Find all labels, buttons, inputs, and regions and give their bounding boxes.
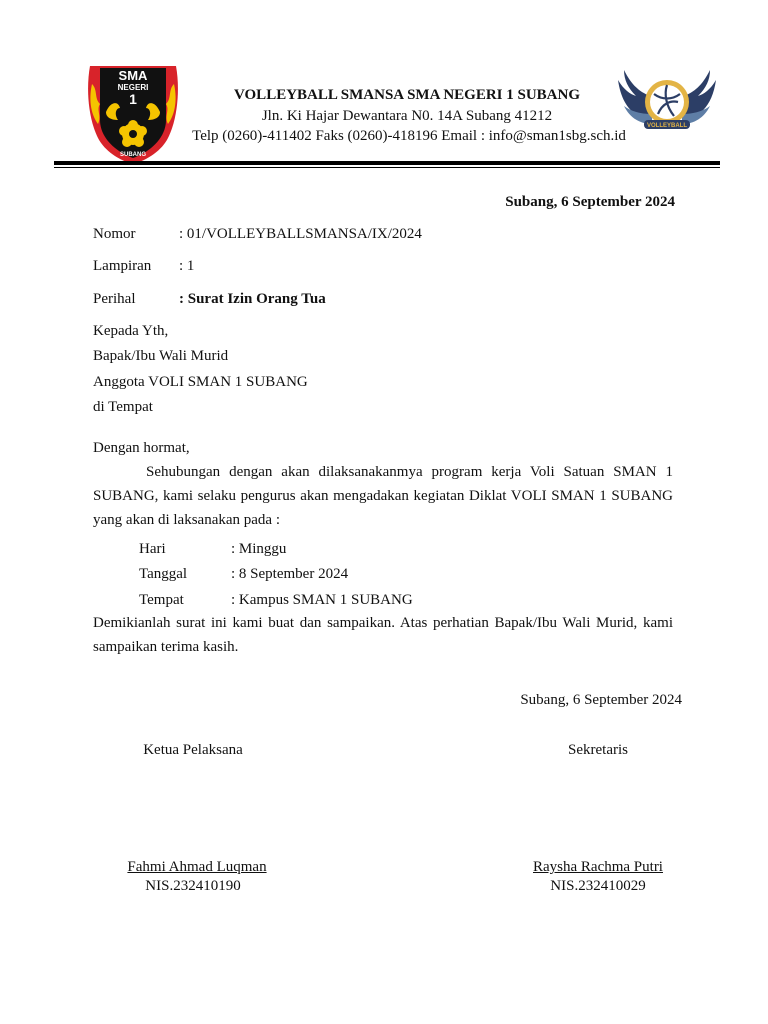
detail-value-tempat: : Kampus SMAN 1 SUBANG	[231, 592, 413, 608]
recipient-line: Bapak/Ibu Wali Murid	[93, 348, 229, 364]
meta-value-perihal: : Surat Izin Orang Tua	[179, 291, 326, 307]
crest-text-top: SMA	[118, 68, 148, 83]
greeting: Dengan hormat,	[93, 440, 190, 456]
signature-name-left: Fahmi Ahmad Luqman	[127, 859, 267, 875]
crest-text-middle: NEGERI	[117, 83, 149, 92]
letterhead-contact: Telp (0260)-411402 Faks (0260)-418196 Email : info@sman1sbg.sch.id	[192, 128, 626, 144]
detail-label-tanggal: Tanggal	[139, 566, 188, 582]
signature-nis-left: NIS.232410190	[145, 878, 241, 894]
body-paragraph: Sehubungan dengan akan dilaksanakanmya program kerja Voli Satuan SMAN 1 SUBANG, kami selaku pengurus akan mengadakan kegiatan Diklat VOLI SMAN 1 SUBANG yang akan di laksanakan pada :	[93, 464, 673, 528]
recipient-line: di Tempat	[93, 399, 153, 415]
letterhead-address: Jln. Ki Hajar Dewantara N0. 14A Subang 41212	[261, 108, 553, 124]
meta-value-nomor: : 01/VOLLEYBALLSMANSA/IX/2024	[179, 226, 422, 242]
letterhead-divider	[54, 161, 720, 165]
letterhead-divider-thin	[54, 167, 720, 168]
detail-value-hari: : Minggu	[231, 541, 287, 557]
signature-role-left: Ketua Pelaksana	[143, 742, 243, 758]
emblem-text: VOLLEYBALL	[647, 123, 687, 129]
signature-name-right: Raysha Rachma Putri	[533, 859, 663, 875]
closing-paragraph: Demikianlah surat ini kami buat dan sampaikan. Atas perhatian Bapak/Ibu Wali Murid, kami sampaikan terima kasih.	[93, 615, 673, 655]
meta-label-perihal: Perihal	[93, 291, 136, 307]
meta-value-lampiran: : 1	[179, 258, 195, 274]
signature-nis-right: NIS.232410029	[550, 878, 646, 894]
detail-label-hari: Hari	[139, 541, 166, 557]
recipient-line: Kepada Yth,	[93, 323, 169, 339]
recipient-line: Anggota VOLI SMAN 1 SUBANG	[93, 374, 308, 390]
meta-label-nomor: Nomor	[93, 226, 136, 242]
letter-date-top: Subang, 6 September 2024	[505, 194, 675, 210]
sma-negeri-1-subang-crest-icon	[84, 58, 182, 166]
letter-date-bottom: Subang, 6 September 2024	[520, 692, 682, 708]
detail-label-tempat: Tempat	[139, 592, 184, 608]
crest-text-bottom: SUBANG	[119, 152, 147, 158]
letterhead-title: VOLLEYBALL SMANSA SMA NEGERI 1 SUBANG	[233, 87, 581, 103]
detail-value-tanggal: : 8 September 2024	[231, 566, 349, 582]
meta-label-lampiran: Lampiran	[93, 258, 152, 274]
signature-role-right: Sekretaris	[568, 742, 628, 758]
crest-text-number: 1	[129, 91, 137, 107]
